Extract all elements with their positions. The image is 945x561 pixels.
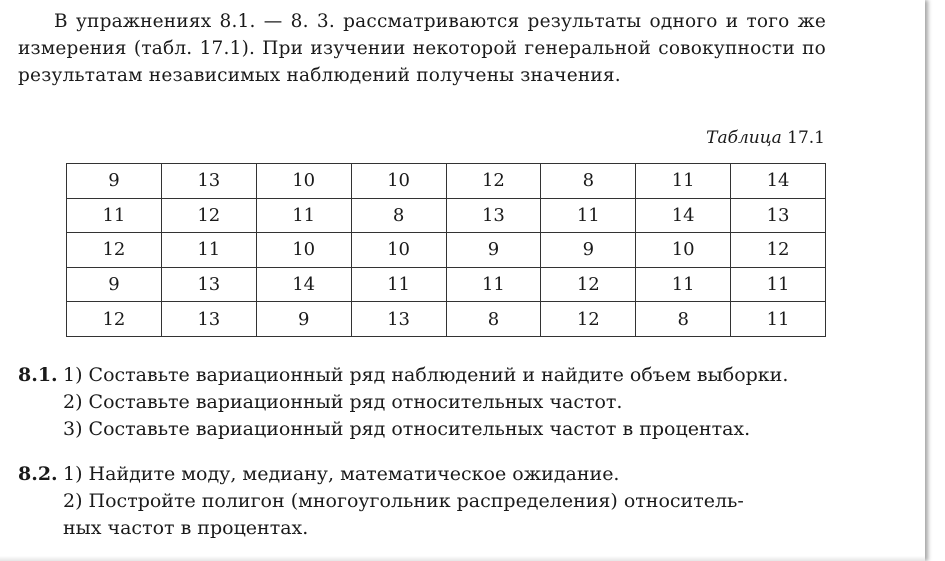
table-cell: 11 (351, 267, 446, 302)
exercise-line (18, 362, 788, 389)
table-caption (706, 128, 825, 148)
table-row (67, 302, 826, 337)
table-cell: 11 (636, 267, 731, 302)
exercise-task: 2) Составьте вариационный ряд относительных частот. (63, 391, 623, 413)
table-cell: 11 (67, 198, 162, 233)
table-cell: 10 (351, 233, 446, 268)
table-cell: 12 (67, 233, 162, 268)
table-row (67, 233, 826, 268)
table-cell: 9 (67, 267, 162, 302)
exercise-8-2 (18, 461, 744, 542)
table-row (67, 164, 826, 199)
table-cell: 12 (67, 302, 162, 337)
table-cell: 11 (636, 164, 731, 199)
table-cell: 13 (161, 302, 256, 337)
table-cell: 9 (67, 164, 162, 199)
table-cell: 13 (161, 267, 256, 302)
table-cell: 12 (541, 267, 636, 302)
table-cell: 14 (256, 267, 351, 302)
table-cell: 8 (636, 302, 731, 337)
table-cell: 11 (256, 198, 351, 233)
table-cell: 10 (636, 233, 731, 268)
table-row (67, 267, 826, 302)
table-cell: 8 (541, 164, 636, 199)
table-cell: 12 (731, 233, 826, 268)
table-cell: 12 (541, 302, 636, 337)
table-caption-label: Таблица (706, 128, 782, 148)
table-cell: 13 (446, 198, 541, 233)
table-cell: 9 (256, 302, 351, 337)
table-cell: 11 (161, 233, 256, 268)
intro-paragraph: В упражнениях 8.1. — 8. 3. рассматриваются результаты одного и того же измерения (табл. 17.1). При изучении некоторой генеральной совокупности по результатам независимых наблюдений получены значения. (18, 11, 826, 86)
table-cell: 12 (161, 198, 256, 233)
table-row (67, 198, 826, 233)
exercise-task: ных частот в процентах. (63, 517, 309, 539)
exercise-number: 8.2. (18, 463, 58, 485)
table-cell: 9 (446, 233, 541, 268)
table-cell: 10 (256, 233, 351, 268)
table-cell: 9 (541, 233, 636, 268)
table-cell: 13 (161, 164, 256, 199)
table-caption-number: 17.1 (787, 128, 825, 148)
exercise-number: 8.1. (18, 364, 58, 386)
table-cell: 10 (351, 164, 446, 199)
page-bottom-edge (0, 556, 925, 561)
table-cell: 10 (256, 164, 351, 199)
table-cell: 12 (446, 164, 541, 199)
table-cell: 8 (446, 302, 541, 337)
exercise-task: 2) Постройте полигон (многоугольник распределения) относитель- (63, 490, 744, 512)
exercise-task: 1) Найдите моду, медиану, математическое ожидание. (63, 463, 620, 485)
table-cell: 8 (351, 198, 446, 233)
table-cell: 11 (731, 267, 826, 302)
table-cell: 13 (731, 198, 826, 233)
table-cell: 11 (446, 267, 541, 302)
table-cell: 11 (541, 198, 636, 233)
table-cell: 13 (351, 302, 446, 337)
table-cell: 11 (731, 302, 826, 337)
table-cell: 14 (636, 198, 731, 233)
exercise-task: 3) Составьте вариационный ряд относительных частот в процентах. (63, 418, 751, 440)
exercise-8-1 (18, 362, 788, 443)
exercise-task: 1) Составьте вариационный ряд наблюдений и найдите объем выборки. (63, 364, 789, 386)
table-cell: 14 (731, 164, 826, 199)
exercise-line (18, 461, 744, 488)
observations-table (66, 163, 826, 337)
